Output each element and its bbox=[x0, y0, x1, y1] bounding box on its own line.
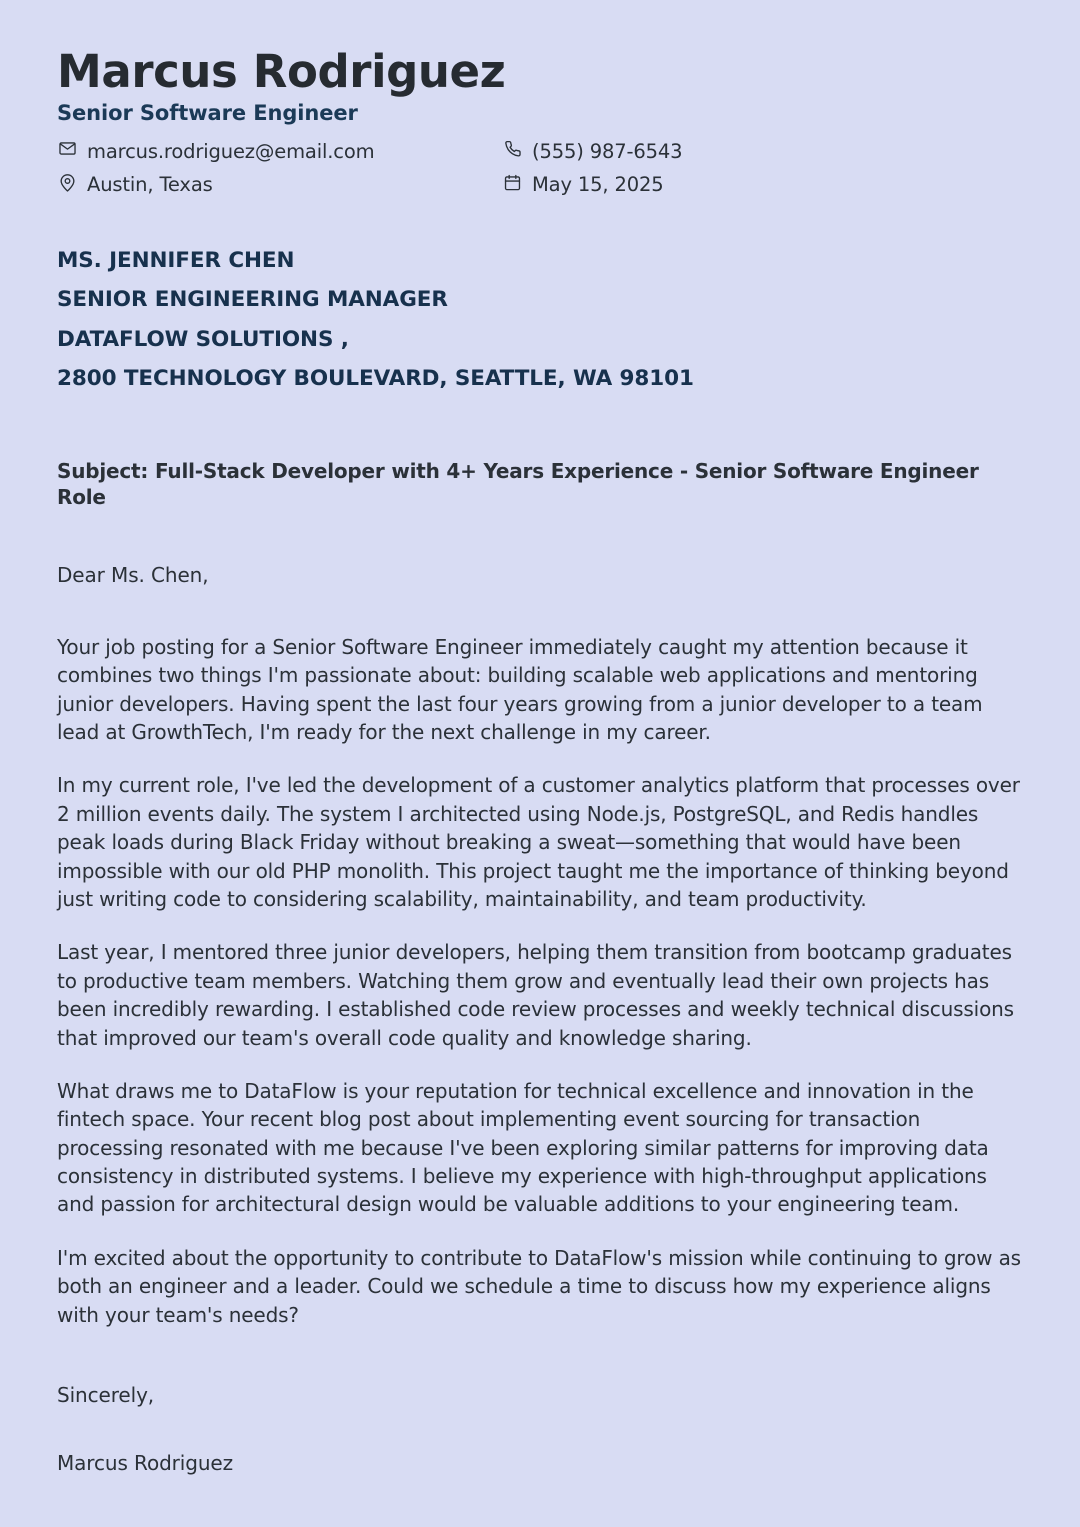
body-paragraph: What draws me to DataFlow is your reputation for technical excellence and innovation in the fintech space. Your recent blog post about implementing event sourcing for transaction processing resonated with me because I've been exploring similar patterns for improving data consistency in distributed systems. I believe my experience with high-throughput applications and passion for architectural design would be valuable additions to your engineering team. bbox=[57, 1078, 989, 1217]
signature-name: Marcus Rodriguez bbox=[57, 1451, 234, 1476]
letter-header bbox=[55, 45, 1026, 199]
body-paragraph: Last year, I mentored three junior developers, helping them transition from bootcamp graduates to productive team members. Watching them grow and eventually lead their own projects has been incredibly rewarding. I established code review processes and weekly technical discussions that improved our team's overall code quality and knowledge sharing. bbox=[57, 940, 1014, 1050]
contact-phone bbox=[503, 138, 1026, 166]
recipient-address-block bbox=[55, 241, 1026, 398]
contact-phone-label: (555) 987-6543 bbox=[532, 139, 683, 163]
body-paragraph: Your job posting for a Senior Software Engineer immediately caught my attention because it combines two things I'm passionate about: building scalable web applications and mentoring junior developers. Having spent the last four years growing from a junior developer to a team lead at GrowthTech, I'm ready for the next challenge in my career. bbox=[57, 634, 983, 744]
contact-email-label: marcus.rodriguez@email.com bbox=[87, 139, 375, 163]
subject-line: Subject: Full-Stack Developer with 4+ Years Experience - Senior Software Engineer Role bbox=[57, 458, 979, 509]
calendar-icon bbox=[503, 171, 523, 193]
closing-block bbox=[55, 1381, 1026, 1477]
body-paragraph: In my current role, I've led the development of a customer analytics platform that processes over 2 million events daily. The system I architected using Node.js, PostgreSQL, and Redis handles peak loads during Black Friday without breaking a sweat—something that would have been impossible with our old PHP monolith. This project taught me the importance of thinking beyond just writing code to considering scalability, maintainability, and team productivity. bbox=[57, 773, 1020, 911]
recipient-company: DATAFLOW SOLUTIONS , bbox=[57, 326, 349, 352]
contact-email bbox=[58, 138, 503, 166]
body-paragraph: I'm excited about the opportunity to contribute to DataFlow's mission while continuing to grow as both an engineer and a leader. Could we schedule a time to discuss how my experience aligns with your team's needs? bbox=[57, 1245, 1021, 1327]
recipient-job-title: SENIOR ENGINEERING MANAGER bbox=[57, 287, 448, 313]
contact-date-label: May 15, 2025 bbox=[532, 173, 664, 197]
contact-info-grid bbox=[58, 138, 1026, 200]
letter-body bbox=[55, 633, 1026, 1329]
contact-location bbox=[58, 171, 503, 199]
map-pin-icon bbox=[58, 171, 78, 193]
recipient-name: MS. JENNIFER CHEN bbox=[57, 248, 295, 274]
phone-icon bbox=[503, 138, 523, 160]
contact-location-label: Austin, Texas bbox=[87, 173, 213, 197]
applicant-name: Marcus Rodriguez bbox=[57, 45, 506, 98]
contact-date bbox=[503, 171, 1026, 199]
closing-salutation: Sincerely, bbox=[57, 1383, 155, 1408]
recipient-street-address: 2800 TECHNOLOGY BOULEVARD, SEATTLE, WA 98101 bbox=[57, 365, 694, 391]
envelope-icon bbox=[58, 138, 78, 160]
applicant-job-title: Senior Software Engineer bbox=[57, 100, 358, 125]
salutation: Dear Ms. Chen, bbox=[57, 562, 209, 587]
